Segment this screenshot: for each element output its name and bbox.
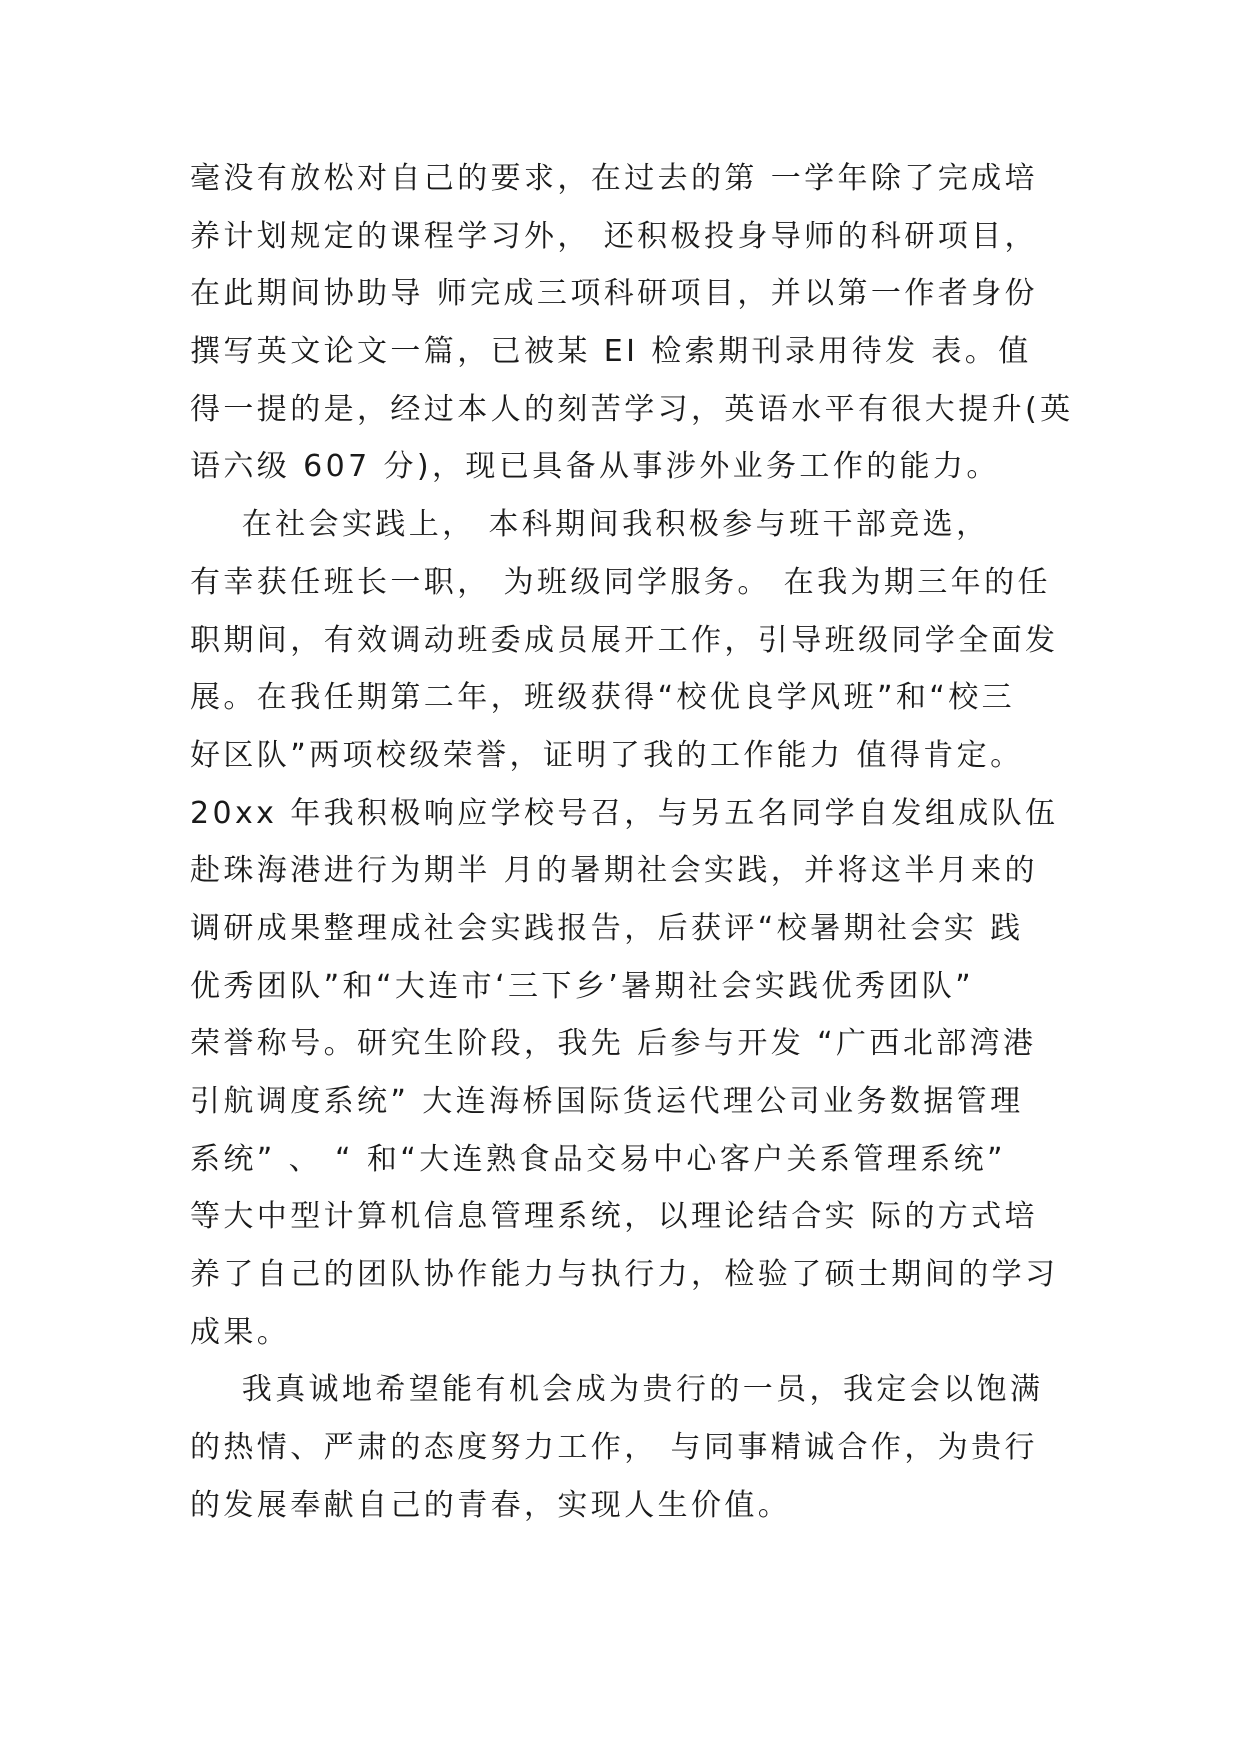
text-line: 语六级 607 分)，现已具备从事涉外业务工作的能力。 (190, 449, 1000, 485)
text-line: 系统” 、 “ 和“大连熟食品交易中心客户关系管理系统” (190, 1141, 1006, 1177)
text-line: 引航调度系统” 大连海桥国际货运代理公司业务数据管理 (190, 1084, 1024, 1119)
text-line: 赴珠海港进行为期半 月的暑期社会实践，并将这半月来的 (190, 853, 1038, 889)
text-line: 荣誉称号。研究生阶段，我先 后参与开发 “广西北部湾港 (190, 1026, 1037, 1062)
text-line: 的热情、严肃的态度努力工作， 与同事精诚合作，为贵行 (190, 1430, 1038, 1466)
text-line: 我真诚地希望能有机会成为贵行的一员，我定会以饱满 (190, 1372, 1044, 1408)
text-line: 优秀团队”和“大连市‘三下乡’暑期社会实践优秀团队” (190, 968, 975, 1004)
text-line: 职期间，有效调动班委成员展开工作，引导班级同学全面发 (190, 622, 1059, 658)
text-line: 展。在我任期第二年，班级获得“校优良学风班”和“校三 (190, 680, 1016, 716)
text-line: 得一提的是，经过本人的刻苦学习，英语水平有很大提升(英 (190, 391, 1074, 427)
text-line: 调研成果整理成社会实践报告，后获评“校暑期社会实 践 (190, 910, 1024, 946)
text-line: 养了自己的团队协作能力与执行力，检验了硕士期间的学习 (190, 1257, 1059, 1293)
body-text (190, 150, 1074, 1535)
text-line: 成果。 (190, 1314, 291, 1350)
text-line: 在社会实践上， 本科期间我积极参与班干部竞选， (190, 507, 990, 543)
text-line: 在此期间协助导 师完成三项科研项目，并以第一作者身份 (190, 276, 1038, 312)
text-line: 20xx 年我积极响应学校号召，与另五名同学自发组成队伍 (190, 795, 1059, 831)
text-line: 撰写英文论文一篇，已被某 EI 检索期刊录用待发 表。值 (190, 334, 1032, 370)
text-line: 有幸获任班长一职， 为班级同学服务。 在我为期三年的任 (190, 564, 1051, 600)
text-line: 毫没有放松对自己的要求，在过去的第 一学年除了完成培 (190, 161, 1038, 196)
text-line: 等大中型计算机信息管理系统，以理论结合实 际的方式培 (190, 1199, 1038, 1235)
text-line: 好区队”两项校级荣誉，证明了我的工作能力 值得肯定。 (190, 737, 1024, 773)
text-line: 养计划规定的课程学习外， 还积极投身导师的科研项目， (190, 218, 1038, 254)
text-line: 的发展奉献自己的青春，实现人生价值。 (190, 1487, 792, 1523)
